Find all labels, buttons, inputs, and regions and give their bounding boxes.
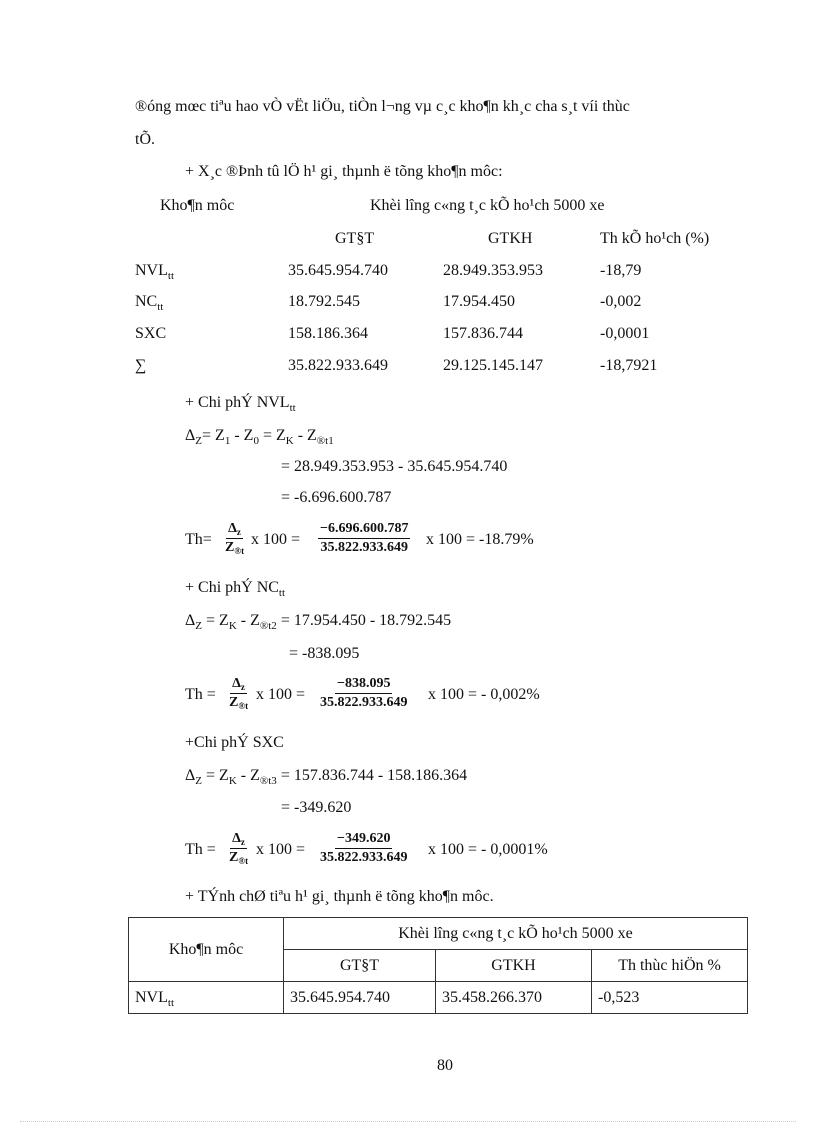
table2-header-item: Kho¶n môc [129, 918, 284, 982]
table1-col-gtdt: GT§T [335, 230, 375, 247]
sum-symbol: ∑ [135, 357, 147, 374]
table1-row-gtdt: 35.822.933.649 [288, 357, 388, 374]
nvl-value-fraction [318, 521, 410, 556]
fraction-denominator: $Z_{®t}$ [225, 540, 245, 556]
table1-row-th: -0,0001 [600, 325, 650, 342]
nc-delta-formula: $\Delta_Z = Z_K - Z_{®t2} = 17.954.450 - 18.792.545$ [185, 612, 452, 632]
page-number: 80 [437, 1057, 453, 1074]
nc-x100: x 100 = [256, 686, 306, 703]
sxc-ratio-fraction [229, 831, 248, 866]
table2-row-item: $NVL_{tt}$ [129, 982, 284, 1014]
table1-row-item: $NC_{tt}$ [135, 293, 164, 313]
table2-col-gtdt: GT§T [284, 950, 436, 982]
sxc-x100: x 100 = [256, 841, 306, 858]
nvl-calc-2: = -6.696.600.787 [281, 489, 392, 506]
fraction-numerator: −349.620 [335, 831, 392, 849]
table1-col-gtkh: GTKH [488, 230, 533, 247]
sxc-delta-formula: $\Delta_Z = Z_K - Z_{®t3} = 157.836.744 - 158.186.364$ [185, 767, 468, 787]
sxc-result: x 100 = - 0,0001% [428, 841, 548, 858]
table1-row-item: $NVL_{tt}$ [135, 262, 175, 282]
nc-result: x 100 = - 0,002% [428, 686, 540, 703]
fraction-numerator: $\Delta_z$ [232, 831, 245, 847]
table1-row-gtdt: 35.645.954.740 [288, 262, 388, 279]
paragraph-line-2: tÕ. [135, 131, 155, 148]
table1-row-item: SXC [135, 325, 167, 342]
fraction-denominator: $Z_{®t}$ [229, 695, 249, 711]
fraction-denominator: 35.822.933.649 [320, 695, 408, 710]
paragraph-line-1: ®óng mœc tiªu hao vÒ vËt liÖu, tiÒn l¬ng vµ c¸c kho¶n kh¸c cha s¸t víi thùc [135, 98, 630, 115]
fraction-numerator: $\Delta_z$ [232, 676, 245, 692]
table1-row-gtkh: 29.125.145.147 [443, 357, 543, 374]
table2-row-th: -0,523 [592, 982, 748, 1014]
nc-th-label: Th = [185, 686, 216, 703]
sxc-heading: +Chi phÝ SXC [185, 734, 284, 751]
nc-value-fraction [320, 676, 408, 711]
table1-header-item: Kho¶n môc [160, 197, 235, 214]
nvl-th-label: Th= [185, 531, 212, 548]
table1-row-gtdt: 18.792.545 [288, 293, 360, 310]
table2-row-nvl [129, 982, 748, 1014]
table1-row-gtkh: 17.954.450 [443, 293, 515, 310]
nc-heading: + Chi phÝ $NC_{tt}$ [185, 579, 286, 599]
section-1-heading: + X¸c ®Þnh tû lÖ h¹ gi¸ thµnh ë tõng kho¶n môc: [185, 163, 503, 180]
fraction-denominator: 35.822.933.649 [320, 850, 408, 865]
fraction-denominator: 35.822.933.649 [320, 540, 408, 555]
table1-row-gtkh: 28.949.353.953 [443, 262, 543, 279]
table2-col-th: Th thùc hiÖn % [592, 950, 748, 982]
nvl-heading: + Chi phÝ $NVL_{tt}$ [185, 394, 296, 414]
nc-calc-2: = -838.095 [289, 645, 360, 662]
table1-row-gtdt: 158.186.364 [288, 325, 368, 342]
fraction-numerator: −6.696.600.787 [318, 521, 410, 539]
fraction-denominator: $Z_{®t}$ [229, 850, 249, 866]
nvl-calc-1: = 28.949.353.953 - 35.645.954.740 [281, 458, 508, 475]
section-2-heading: + TÝnh chØ tiªu h¹ gi¸ thµnh ë tõng kho¶n môc. [185, 888, 494, 905]
nc-ratio-fraction [229, 676, 248, 711]
nvl-delta-formula: $\Delta_Z= Z_1 - Z_0 = Z_K - Z_{®t1}$ [185, 427, 334, 447]
table2-row-gtkh: 35.458.266.370 [436, 982, 592, 1014]
table1-row-gtkh: 157.836.744 [443, 325, 523, 342]
nvl-x100: x 100 = [251, 531, 301, 548]
fraction-numerator: $\Delta_z$ [228, 521, 241, 537]
table2 [128, 917, 748, 1014]
table1-header-group: Khèi lîng c«ng t¸c kÕ ho¹ch 5000 xe [370, 197, 605, 214]
nvl-ratio-fraction [225, 521, 244, 556]
fraction-numerator: −838.095 [335, 676, 392, 694]
table1-row-th: -18,7921 [600, 357, 658, 374]
table2-header-group: Khèi lîng c«ng t¸c kÕ ho¹ch 5000 xe [284, 918, 748, 950]
table2-col-gtkh: GTKH [436, 950, 592, 982]
sxc-th-label: Th = [185, 841, 216, 858]
table1-row-th: -18,79 [600, 262, 642, 279]
sxc-calc-2: = -349.620 [281, 799, 352, 816]
sxc-value-fraction [320, 831, 408, 866]
page-bottom-divider [20, 1121, 796, 1122]
nvl-result: x 100 = -18.79% [426, 531, 534, 548]
table1-row-th: -0,002 [600, 293, 642, 310]
table1-col-th: Th kÕ ho¹ch (%) [600, 230, 710, 247]
table2-row-gtdt: 35.645.954.740 [284, 982, 436, 1014]
